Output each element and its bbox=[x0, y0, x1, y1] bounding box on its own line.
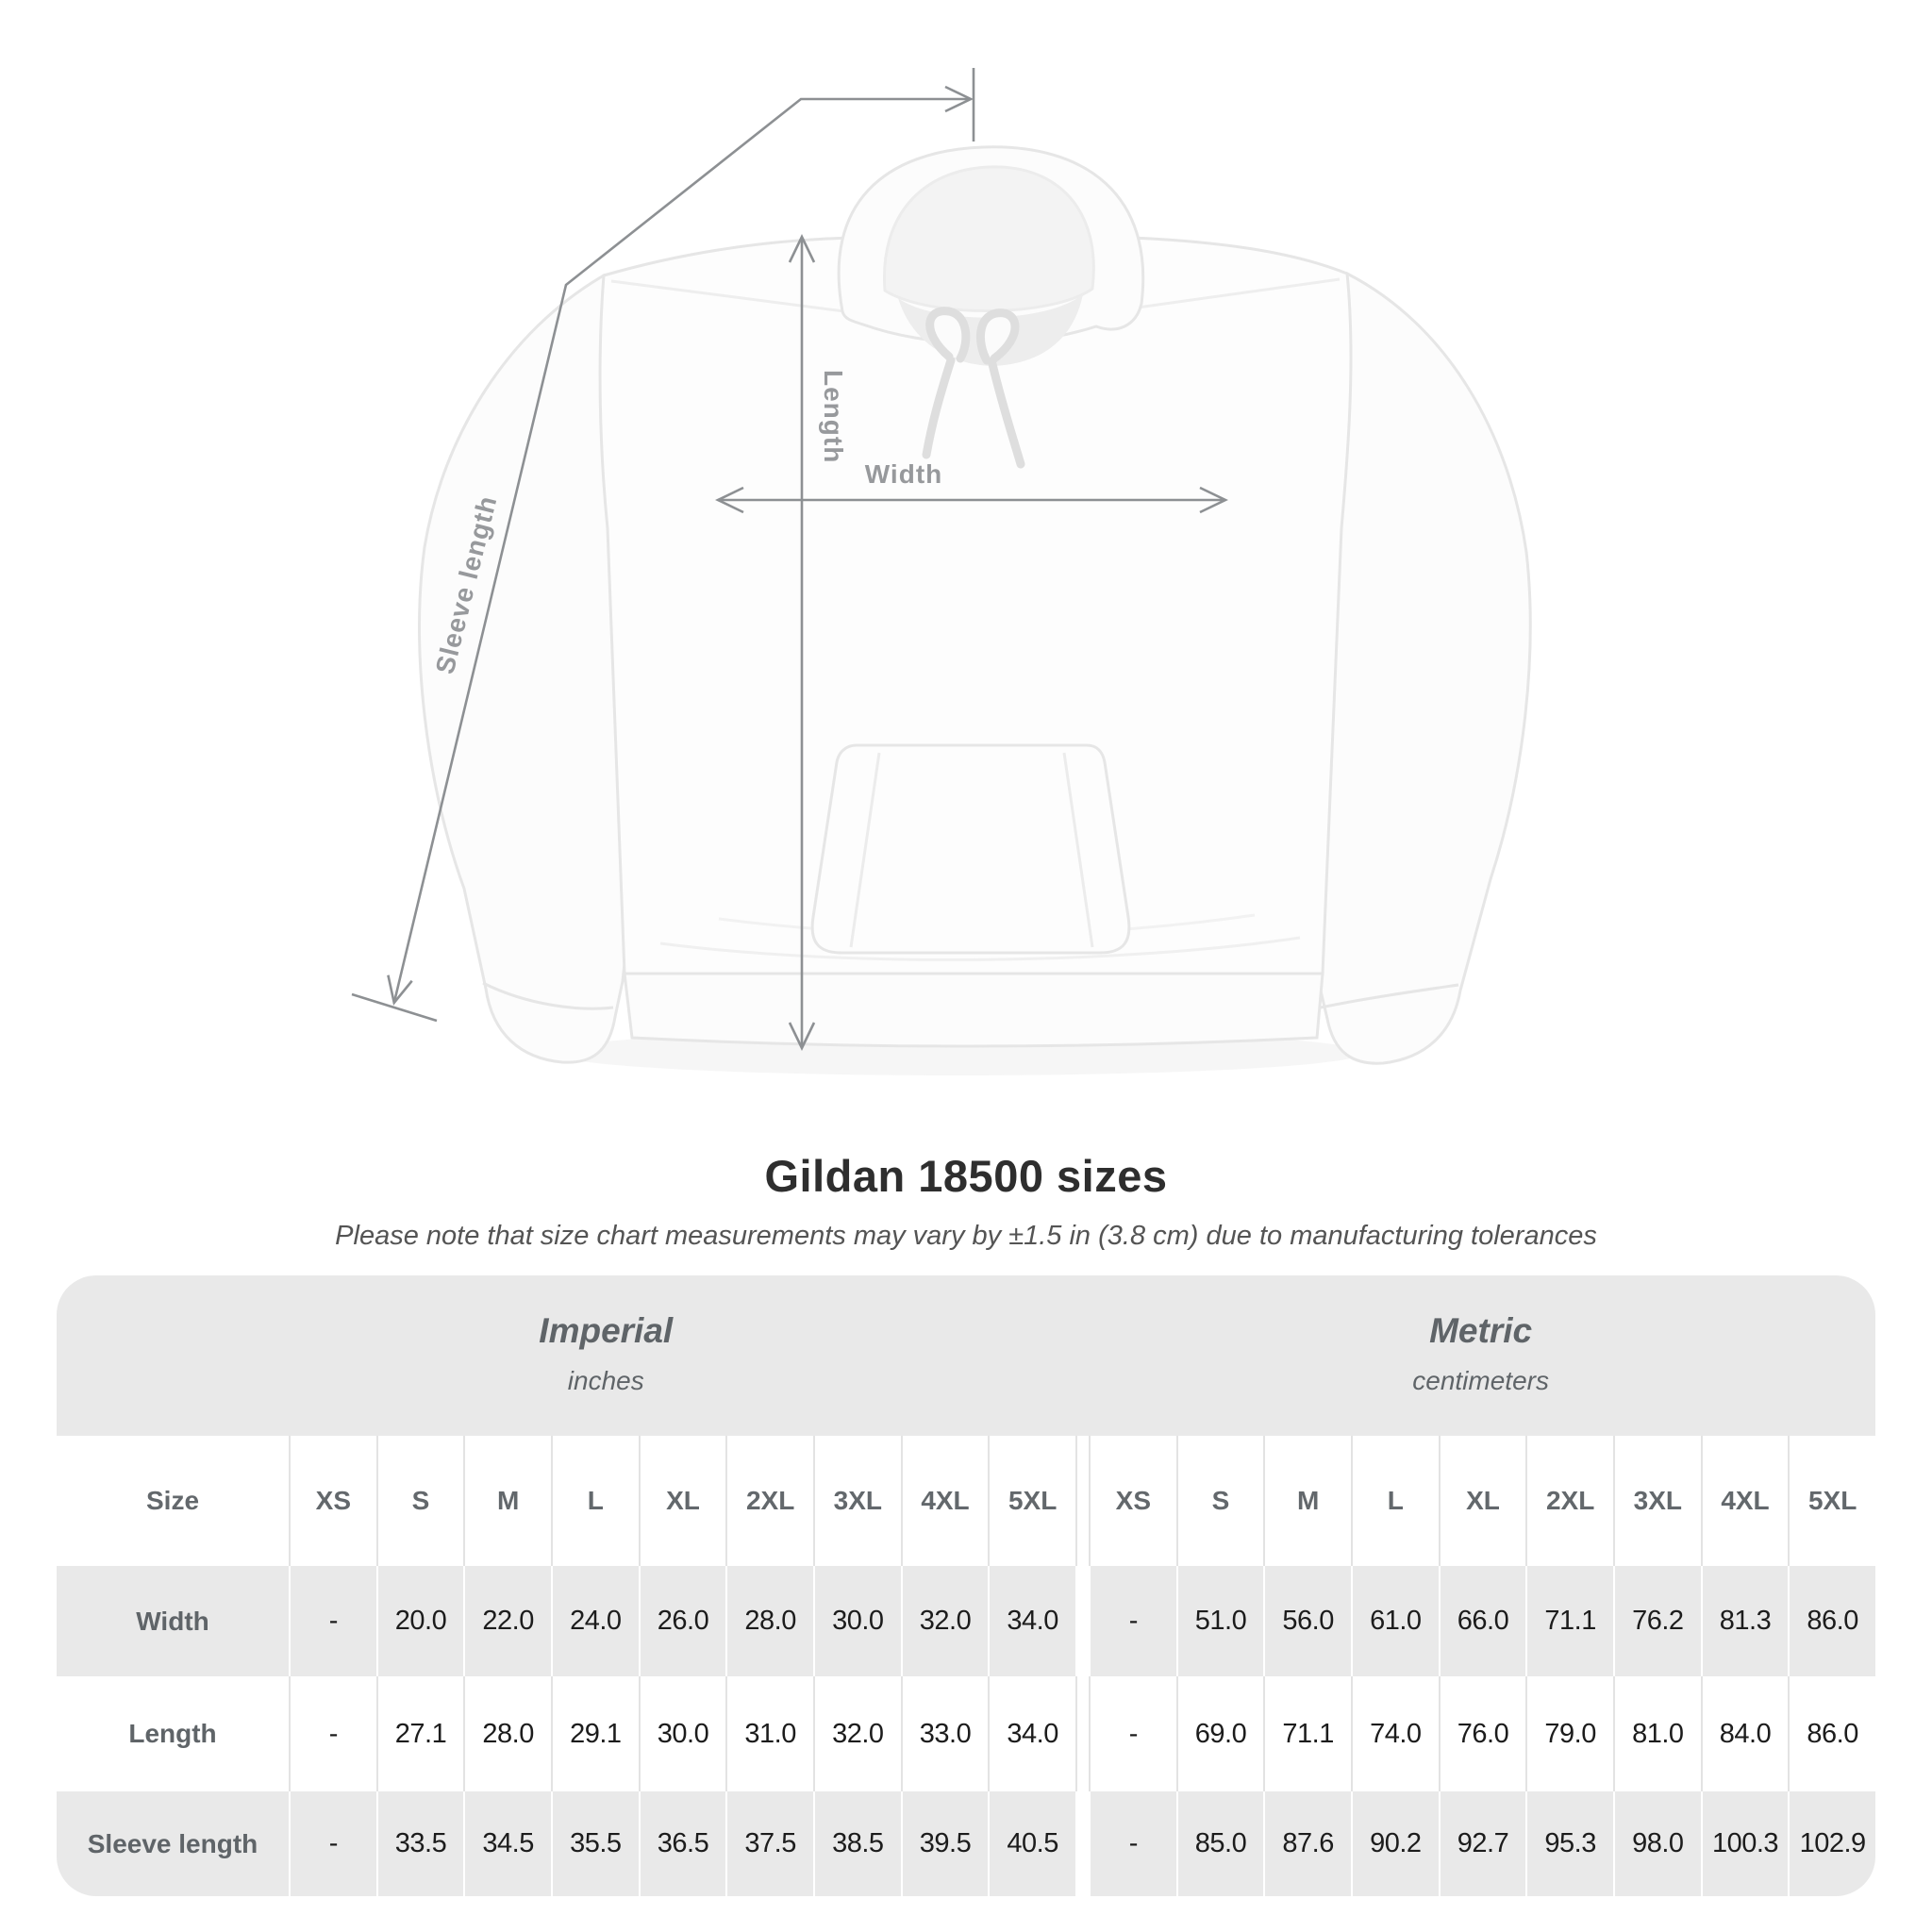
imperial-group-header bbox=[539, 1310, 673, 1397]
row-label-width-text: Width bbox=[136, 1606, 209, 1636]
value-cell-metric-4xl bbox=[1701, 1791, 1789, 1896]
row-label-length-text: Length bbox=[128, 1719, 217, 1748]
value-cell-imperial-5xl-text: 34.0 bbox=[1007, 1718, 1058, 1749]
value-cell-metric-2xl-text: 95.3 bbox=[1544, 1828, 1596, 1858]
column-header-imperial-5xl bbox=[988, 1436, 1075, 1566]
value-cell-metric-s bbox=[1176, 1676, 1264, 1791]
column-header-metric-2xl-text: 2XL bbox=[1545, 1486, 1595, 1515]
value-cell-imperial-m-text: 22.0 bbox=[482, 1606, 534, 1636]
value-cell-metric-s bbox=[1176, 1566, 1264, 1676]
value-cell-imperial-m-text: 28.0 bbox=[482, 1718, 534, 1749]
column-header-metric-xl bbox=[1439, 1436, 1526, 1566]
value-cell-imperial-xs bbox=[289, 1566, 376, 1676]
value-cell-metric-3xl-text: 81.0 bbox=[1632, 1718, 1684, 1749]
value-cell-metric-xs-text: - bbox=[1128, 1828, 1138, 1858]
value-cell-metric-3xl-text: 76.2 bbox=[1632, 1606, 1684, 1636]
column-header-imperial-2xl bbox=[725, 1436, 813, 1566]
column-header-imperial-m bbox=[463, 1436, 551, 1566]
value-cell-metric-5xl-text: 102.9 bbox=[1799, 1828, 1866, 1858]
column-header-imperial-l-text: L bbox=[587, 1486, 604, 1515]
column-header-metric-5xl-text: 5XL bbox=[1807, 1486, 1857, 1515]
column-header-imperial-xs bbox=[289, 1436, 376, 1566]
value-cell-metric-l-text: 90.2 bbox=[1370, 1828, 1422, 1858]
value-cell-imperial-xl bbox=[639, 1676, 726, 1791]
metric-group-header bbox=[1412, 1310, 1549, 1397]
value-cell-metric-xs-text: - bbox=[1128, 1606, 1138, 1636]
column-header-imperial-l bbox=[551, 1436, 639, 1566]
value-cell-imperial-s-text: 33.5 bbox=[394, 1828, 447, 1858]
tolerance-note: Please note that size chart measurements may vary by ±1.5 in (3.8 cm) due to manufacturing tolerances bbox=[335, 1221, 1597, 1251]
table-row-width bbox=[57, 1566, 1875, 1676]
value-cell-imperial-5xl bbox=[988, 1676, 1075, 1791]
value-cell-imperial-m bbox=[463, 1791, 551, 1896]
value-cell-imperial-m bbox=[463, 1566, 551, 1676]
column-header-metric-m-text: M bbox=[1296, 1486, 1320, 1515]
column-header-metric-3xl-text: 3XL bbox=[1633, 1486, 1682, 1515]
imperial-group-unit: inches bbox=[567, 1366, 644, 1396]
column-header-metric-m bbox=[1263, 1436, 1351, 1566]
row-label-length bbox=[57, 1676, 289, 1791]
value-cell-imperial-2xl bbox=[725, 1791, 813, 1896]
column-header-metric-l-text: L bbox=[1387, 1486, 1404, 1515]
value-cell-metric-2xl bbox=[1525, 1791, 1613, 1896]
value-cell-imperial-xs bbox=[289, 1676, 376, 1791]
value-cell-metric-l bbox=[1351, 1676, 1439, 1791]
column-header-imperial-3xl-text: 3XL bbox=[833, 1486, 882, 1515]
value-cell-imperial-s bbox=[376, 1676, 464, 1791]
group-gutter bbox=[1075, 1676, 1089, 1791]
row-label-width bbox=[57, 1566, 289, 1676]
value-cell-metric-4xl bbox=[1701, 1676, 1789, 1791]
value-cell-metric-xl-text: 66.0 bbox=[1457, 1606, 1509, 1636]
column-header-imperial-xs-text: XS bbox=[315, 1486, 351, 1515]
value-cell-metric-5xl bbox=[1788, 1566, 1875, 1676]
value-cell-imperial-4xl bbox=[901, 1566, 989, 1676]
value-cell-imperial-xl bbox=[639, 1566, 726, 1676]
value-cell-metric-xl-text: 76.0 bbox=[1457, 1718, 1509, 1749]
value-cell-imperial-3xl-text: 30.0 bbox=[832, 1606, 884, 1636]
column-header-imperial-s bbox=[376, 1436, 464, 1566]
column-header-metric-4xl bbox=[1701, 1436, 1789, 1566]
value-cell-metric-4xl bbox=[1701, 1566, 1789, 1676]
value-cell-imperial-l bbox=[551, 1676, 639, 1791]
column-header-imperial-5xl-text: 5XL bbox=[1008, 1486, 1058, 1515]
value-cell-imperial-4xl-text: 39.5 bbox=[919, 1828, 972, 1858]
value-cell-imperial-2xl bbox=[725, 1566, 813, 1676]
column-header-imperial-m-text: M bbox=[496, 1486, 520, 1515]
column-header-imperial-2xl-text: 2XL bbox=[745, 1486, 795, 1515]
value-cell-metric-4xl-text: 81.3 bbox=[1719, 1606, 1772, 1636]
sleeve-length-label: Sleeve length bbox=[429, 492, 503, 677]
value-cell-imperial-m bbox=[463, 1676, 551, 1791]
value-cell-metric-xl bbox=[1439, 1791, 1526, 1896]
value-cell-metric-s-text: 69.0 bbox=[1194, 1718, 1247, 1749]
group-gutter bbox=[1075, 1566, 1089, 1676]
value-cell-imperial-xs-text: - bbox=[328, 1718, 338, 1749]
kangaroo-pocket bbox=[812, 745, 1129, 953]
column-header-imperial-4xl-text: 4XL bbox=[921, 1486, 970, 1515]
value-cell-metric-m bbox=[1263, 1791, 1351, 1896]
size-header-row bbox=[57, 1436, 1875, 1566]
column-header-size bbox=[57, 1436, 289, 1566]
value-cell-metric-5xl-text: 86.0 bbox=[1807, 1718, 1858, 1749]
value-cell-metric-2xl bbox=[1525, 1676, 1613, 1791]
value-cell-imperial-xs-text: - bbox=[328, 1828, 338, 1858]
value-cell-metric-xl-text: 92.7 bbox=[1457, 1828, 1509, 1858]
value-cell-imperial-l bbox=[551, 1791, 639, 1896]
value-cell-imperial-2xl-text: 28.0 bbox=[744, 1606, 796, 1636]
column-header-metric-3xl bbox=[1613, 1436, 1701, 1566]
group-gutter bbox=[1075, 1436, 1089, 1566]
column-header-imperial-s-text: S bbox=[411, 1486, 430, 1515]
value-cell-metric-2xl-text: 71.1 bbox=[1544, 1606, 1596, 1636]
column-header-imperial-3xl bbox=[813, 1436, 901, 1566]
value-cell-imperial-2xl bbox=[725, 1676, 813, 1791]
value-cell-metric-m-text: 56.0 bbox=[1282, 1606, 1334, 1636]
table-row-length bbox=[57, 1676, 1875, 1791]
value-cell-imperial-2xl-text: 37.5 bbox=[744, 1828, 796, 1858]
column-header-metric-xs bbox=[1089, 1436, 1176, 1566]
value-cell-metric-3xl bbox=[1613, 1676, 1701, 1791]
value-cell-imperial-l-text: 24.0 bbox=[570, 1606, 622, 1636]
value-cell-metric-s-text: 85.0 bbox=[1194, 1828, 1247, 1858]
width-label: Width bbox=[864, 459, 943, 489]
value-cell-metric-m bbox=[1263, 1566, 1351, 1676]
imperial-group-name: Imperial bbox=[539, 1311, 674, 1351]
metric-group-unit: centimeters bbox=[1412, 1366, 1549, 1396]
value-cell-imperial-4xl-text: 32.0 bbox=[919, 1606, 972, 1636]
value-cell-imperial-5xl-text: 40.5 bbox=[1007, 1828, 1058, 1858]
value-cell-imperial-xl-text: 36.5 bbox=[657, 1828, 709, 1858]
column-header-metric-2xl bbox=[1525, 1436, 1613, 1566]
value-cell-metric-xl bbox=[1439, 1676, 1526, 1791]
size-table bbox=[57, 1275, 1875, 1896]
value-cell-metric-m bbox=[1263, 1676, 1351, 1791]
row-label-sleeve-length-text: Sleeve length bbox=[87, 1828, 258, 1858]
value-cell-imperial-2xl-text: 31.0 bbox=[744, 1718, 796, 1749]
column-header-metric-4xl-text: 4XL bbox=[1721, 1486, 1770, 1515]
value-cell-metric-l bbox=[1351, 1566, 1439, 1676]
column-header-metric-5xl bbox=[1788, 1436, 1875, 1566]
value-cell-imperial-l bbox=[551, 1566, 639, 1676]
value-cell-metric-2xl-text: 79.0 bbox=[1544, 1718, 1596, 1749]
column-header-metric-xl-text: XL bbox=[1466, 1486, 1500, 1515]
value-cell-metric-l bbox=[1351, 1791, 1439, 1896]
value-cell-metric-5xl bbox=[1788, 1791, 1875, 1896]
group-gutter bbox=[1075, 1791, 1089, 1896]
column-header-size-text: Size bbox=[145, 1486, 200, 1515]
page-title: Gildan 18500 sizes bbox=[764, 1151, 1168, 1201]
column-header-metric-s bbox=[1176, 1436, 1264, 1566]
value-cell-metric-xs bbox=[1089, 1566, 1176, 1676]
value-cell-imperial-3xl-text: 32.0 bbox=[832, 1718, 884, 1749]
value-cell-imperial-xl-text: 26.0 bbox=[657, 1606, 709, 1636]
table-row-sleeve-length bbox=[57, 1791, 1875, 1896]
value-cell-metric-s-text: 51.0 bbox=[1194, 1606, 1247, 1636]
value-cell-imperial-s-text: 27.1 bbox=[394, 1718, 447, 1749]
value-cell-imperial-s bbox=[376, 1791, 464, 1896]
value-cell-metric-3xl bbox=[1613, 1566, 1701, 1676]
value-cell-imperial-s-text: 20.0 bbox=[394, 1606, 447, 1636]
value-cell-metric-4xl-text: 100.3 bbox=[1711, 1828, 1779, 1858]
value-cell-imperial-xs bbox=[289, 1791, 376, 1896]
value-cell-metric-m-text: 87.6 bbox=[1282, 1828, 1334, 1858]
value-cell-metric-xs bbox=[1089, 1791, 1176, 1896]
value-cell-imperial-4xl bbox=[901, 1676, 989, 1791]
value-cell-metric-3xl-text: 98.0 bbox=[1632, 1828, 1684, 1858]
value-cell-metric-3xl bbox=[1613, 1791, 1701, 1896]
value-cell-imperial-m-text: 34.5 bbox=[482, 1828, 534, 1858]
column-header-imperial-4xl bbox=[901, 1436, 989, 1566]
value-cell-imperial-xl-text: 30.0 bbox=[657, 1718, 709, 1749]
value-cell-imperial-5xl bbox=[988, 1566, 1075, 1676]
value-cell-metric-xl bbox=[1439, 1566, 1526, 1676]
value-cell-imperial-l-text: 29.1 bbox=[570, 1718, 622, 1749]
value-cell-imperial-l-text: 35.5 bbox=[570, 1828, 622, 1858]
value-cell-metric-xs bbox=[1089, 1676, 1176, 1791]
value-cell-imperial-xl bbox=[639, 1791, 726, 1896]
value-cell-metric-xs-text: - bbox=[1128, 1718, 1138, 1749]
value-cell-metric-4xl-text: 84.0 bbox=[1719, 1718, 1772, 1749]
value-cell-imperial-xs-text: - bbox=[328, 1606, 338, 1636]
column-header-metric-s-text: S bbox=[1211, 1486, 1230, 1515]
metric-group-name: Metric bbox=[1429, 1311, 1533, 1351]
column-header-metric-l bbox=[1351, 1436, 1439, 1566]
value-cell-imperial-3xl bbox=[813, 1566, 901, 1676]
value-cell-imperial-3xl-text: 38.5 bbox=[832, 1828, 884, 1858]
row-label-sleeve-length bbox=[57, 1791, 289, 1896]
column-header-imperial-xl-text: XL bbox=[666, 1486, 700, 1515]
value-cell-imperial-s bbox=[376, 1566, 464, 1676]
value-cell-metric-l-text: 74.0 bbox=[1370, 1718, 1422, 1749]
hem-band bbox=[625, 974, 1323, 1046]
value-cell-imperial-4xl-text: 33.0 bbox=[919, 1718, 972, 1749]
value-cell-imperial-4xl bbox=[901, 1791, 989, 1896]
length-label: Length bbox=[819, 370, 848, 464]
value-cell-imperial-5xl-text: 34.0 bbox=[1007, 1606, 1058, 1636]
unit-group-header-row bbox=[57, 1275, 1875, 1436]
column-header-imperial-xl bbox=[639, 1436, 726, 1566]
value-cell-imperial-5xl bbox=[988, 1791, 1075, 1896]
value-cell-imperial-3xl bbox=[813, 1676, 901, 1791]
value-cell-imperial-3xl bbox=[813, 1791, 901, 1896]
value-cell-metric-2xl bbox=[1525, 1566, 1613, 1676]
value-cell-metric-m-text: 71.1 bbox=[1282, 1718, 1334, 1749]
value-cell-metric-l-text: 61.0 bbox=[1370, 1606, 1422, 1636]
value-cell-metric-5xl bbox=[1788, 1676, 1875, 1791]
value-cell-metric-s bbox=[1176, 1791, 1264, 1896]
column-header-metric-xs-text: XS bbox=[1115, 1486, 1151, 1515]
value-cell-metric-5xl-text: 86.0 bbox=[1807, 1606, 1858, 1636]
